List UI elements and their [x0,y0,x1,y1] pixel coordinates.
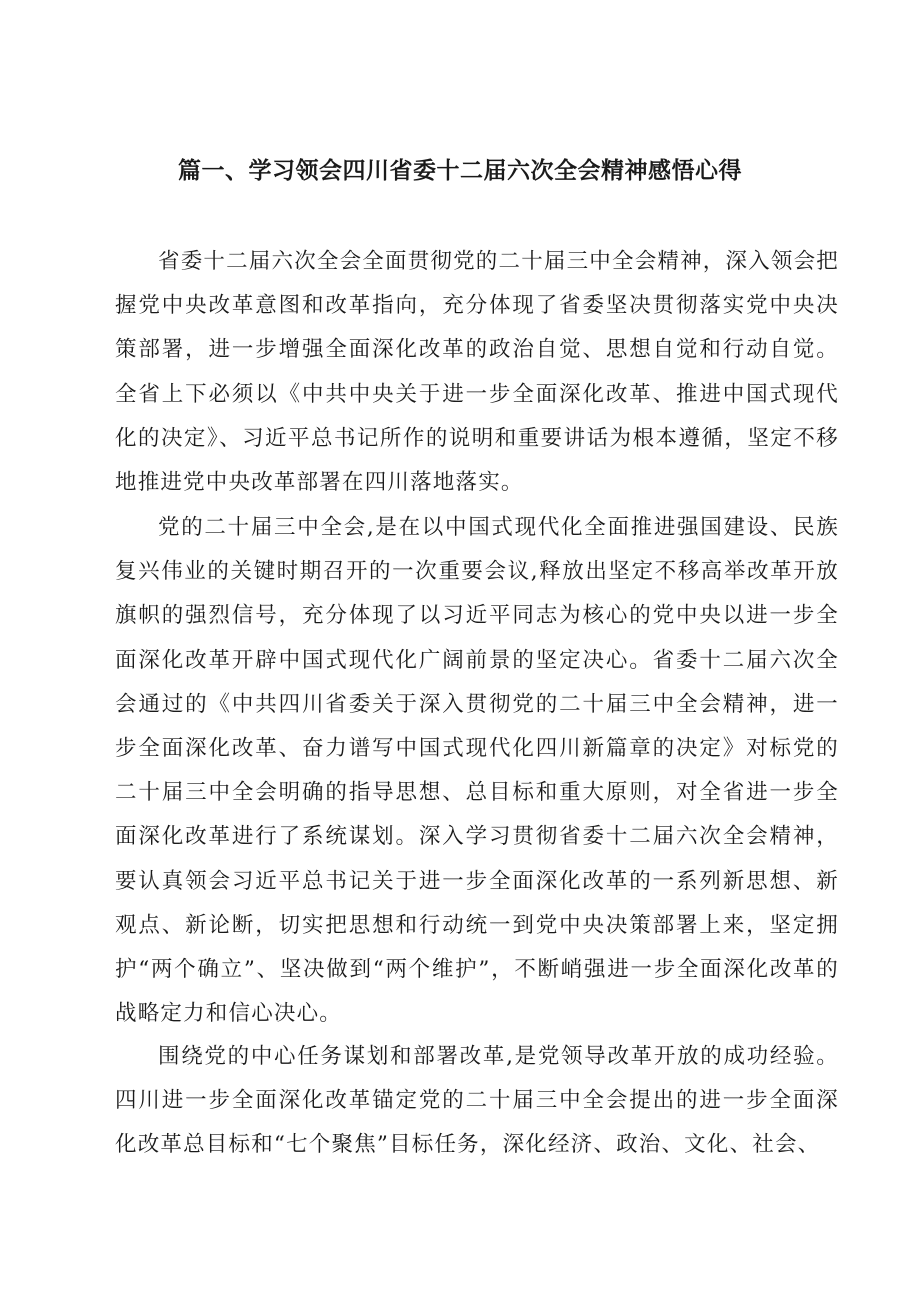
document-title: 篇一、学习领会四川省委十二届六次全会精神感悟心得 [178,158,742,184]
body-paragraph-3: 围绕党的中心任务谋划和部署改革,是党领导改革开放的成功经验。四川进一步全面深化改革锚定党的二十届三中全会提出的进一步全面深化改革总目标和“七个聚焦”目标任务，深化经济、政治、文化、社会、 [115,1044,839,1158]
body-paragraph-2: 党的二十届三中全会,是在以中国式现代化全面推进强国建设、民族复兴伟业的关键时期召开的一次重要会议,释放出坚定不移高举改革开放旗帜的强烈信号，充分体现了以习近平同志为核心的党中央以进一步全面深化改革开辟中国式现代化广阔前景的坚定决心。省委十二届六次全会通过的《中共四川省委关于深入贯彻党的二十届三中全会精神，进一步全面深化改革、奋力谱写中国式现代化四川新篇章的决定》对标党的二十届三中全会明确的指导思想、总目标和重大原则，对全省进一步全面深化改革进行了系统谋划。深入学习贯彻省委十二届六次全会精神，要认真领会习近平总书记关于进一步全面深化改革的一系列新思想、新观点、新论断，切实把思想和行动统一到党中央决策部署上来，坚定拥护“两个确立”、坚决做到“两个维护”，不断峭强进一步全面深化改革的战略定力和信心决心。 [115,515,839,1027]
body-paragraph-1: 省委十二届六次全会全面贯彻党的二十届三中全会精神，深入领会把握党中央改革意图和改革指向，充分体现了省委坚决贯彻落实党中央决策部署，进一步增强全面深化改革的政治自觉、思想自觉和行动自觉。全省上下必须以《中共中央关于进一步全面深化改革、推进中国式现代化的决定》、习近平总书记所作的说明和重要讲话为根本遵循，坚定不移地推进党中央改革部署在四川落地落实。 [115,249,840,496]
